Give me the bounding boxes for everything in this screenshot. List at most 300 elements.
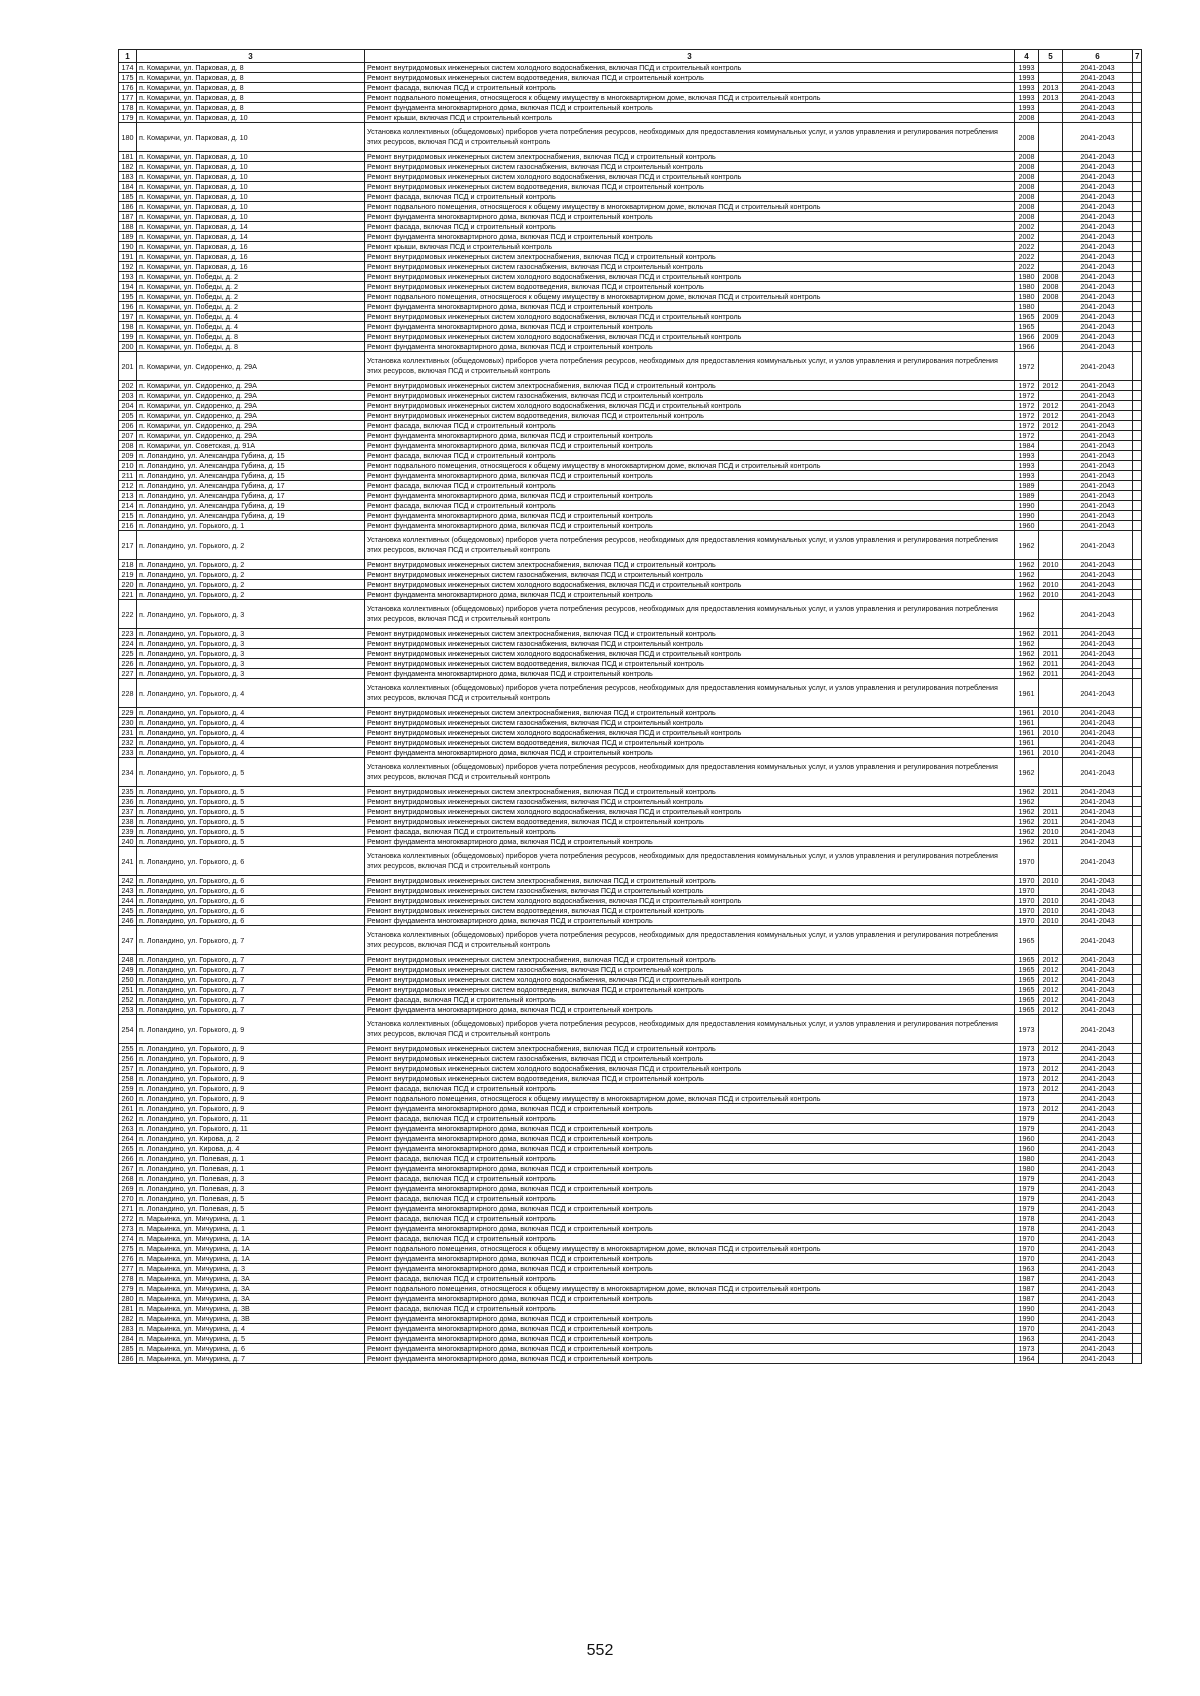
planned-period-cell: 2041-2043 [1063, 1144, 1133, 1154]
extra-cell [1133, 1234, 1142, 1244]
extra-cell [1133, 1294, 1142, 1304]
build-year-cell: 1962 [1015, 570, 1039, 580]
table-row [119, 1304, 1142, 1314]
planned-period-cell: 2041-2043 [1063, 312, 1133, 322]
address-cell: п. Комаричи, ул. Победы, д. 2 [137, 272, 365, 282]
work-type-cell: Ремонт фасада, включая ПСД и строительный контроль [365, 1234, 1015, 1244]
build-year-cell: 1972 [1015, 431, 1039, 441]
last-repair-year-cell [1039, 926, 1063, 955]
planned-period-cell: 2041-2043 [1063, 1244, 1133, 1254]
table-row [119, 1344, 1142, 1354]
row-number: 202 [119, 381, 137, 391]
table-row [119, 342, 1142, 352]
address-cell: п. Комаричи, ул. Парковая, д. 8 [137, 93, 365, 103]
extra-cell [1133, 192, 1142, 202]
row-number: 214 [119, 501, 137, 511]
table-row [119, 242, 1142, 252]
extra-cell [1133, 222, 1142, 232]
row-number: 228 [119, 679, 137, 708]
extra-cell [1133, 738, 1142, 748]
extra-cell [1133, 1015, 1142, 1044]
row-number: 236 [119, 797, 137, 807]
planned-period-cell: 2041-2043 [1063, 73, 1133, 83]
address-cell: п. Лопандино, ул. Горького, д. 5 [137, 827, 365, 837]
row-number: 283 [119, 1324, 137, 1334]
row-number: 269 [119, 1184, 137, 1194]
last-repair-year-cell [1039, 302, 1063, 312]
address-cell: п. Лопандино, ул. Горького, д. 5 [137, 807, 365, 817]
table-row [119, 1144, 1142, 1154]
last-repair-year-cell: 2011 [1039, 629, 1063, 639]
build-year-cell: 1962 [1015, 580, 1039, 590]
address-cell: п. Комаричи, ул. Победы, д. 8 [137, 332, 365, 342]
table-row [119, 103, 1142, 113]
planned-period-cell: 2041-2043 [1063, 342, 1133, 352]
table-row [119, 182, 1142, 192]
last-repair-year-cell [1039, 1234, 1063, 1244]
address-cell: п. Лопандино, ул. Горького, д. 9 [137, 1064, 365, 1074]
address-cell: п. Лопандино, ул. Горького, д. 2 [137, 531, 365, 560]
planned-period-cell: 2041-2043 [1063, 580, 1133, 590]
planned-period-cell: 2041-2043 [1063, 242, 1133, 252]
table-row [119, 1234, 1142, 1244]
address-cell: п. Лопандино, ул. Горького, д. 7 [137, 1005, 365, 1015]
table-row [119, 93, 1142, 103]
extra-cell [1133, 182, 1142, 192]
extra-cell [1133, 1104, 1142, 1114]
table-row [119, 531, 1142, 560]
planned-period-cell: 2041-2043 [1063, 679, 1133, 708]
last-repair-year-cell: 2010 [1039, 827, 1063, 837]
table-row [119, 926, 1142, 955]
address-cell: п. Лопандино, ул. Полевая, д. 5 [137, 1194, 365, 1204]
header-col-1: 1 [119, 50, 137, 63]
address-cell: п. Лопандино, ул. Горького, д. 3 [137, 600, 365, 629]
build-year-cell: 2008 [1015, 123, 1039, 152]
planned-period-cell: 2041-2043 [1063, 1224, 1133, 1234]
table-row [119, 708, 1142, 718]
table-row [119, 1184, 1142, 1194]
build-year-cell: 1961 [1015, 748, 1039, 758]
planned-period-cell: 2041-2043 [1063, 1214, 1133, 1224]
row-number: 259 [119, 1084, 137, 1094]
planned-period-cell: 2041-2043 [1063, 896, 1133, 906]
planned-period-cell: 2041-2043 [1063, 421, 1133, 431]
build-year-cell: 2022 [1015, 242, 1039, 252]
extra-cell [1133, 896, 1142, 906]
build-year-cell: 2008 [1015, 152, 1039, 162]
address-cell: п. Лопандино, ул. Горького, д. 7 [137, 926, 365, 955]
row-number: 249 [119, 965, 137, 975]
last-repair-year-cell: 2010 [1039, 560, 1063, 570]
extra-cell [1133, 322, 1142, 332]
extra-cell [1133, 718, 1142, 728]
build-year-cell: 1961 [1015, 728, 1039, 738]
last-repair-year-cell [1039, 352, 1063, 381]
header-col-3: 3 [365, 50, 1015, 63]
row-number: 217 [119, 531, 137, 560]
table-row [119, 1015, 1142, 1044]
table-row [119, 501, 1142, 511]
last-repair-year-cell: 2008 [1039, 292, 1063, 302]
last-repair-year-cell: 2010 [1039, 728, 1063, 738]
row-number: 235 [119, 787, 137, 797]
planned-period-cell: 2041-2043 [1063, 837, 1133, 847]
work-type-cell: Ремонт внутридомовых инженерных систем холодного водоснабжения, включая ПСД и строительный контроль [365, 401, 1015, 411]
build-year-cell: 1989 [1015, 491, 1039, 501]
planned-period-cell: 2041-2043 [1063, 332, 1133, 342]
extra-cell [1133, 202, 1142, 212]
planned-period-cell: 2041-2043 [1063, 1074, 1133, 1084]
table-row [119, 570, 1142, 580]
build-year-cell: 1973 [1015, 1064, 1039, 1074]
last-repair-year-cell [1039, 212, 1063, 222]
planned-period-cell: 2041-2043 [1063, 1334, 1133, 1344]
work-type-cell: Ремонт внутридомовых инженерных систем водоотведения, включая ПСД и строительный контроль [365, 738, 1015, 748]
build-year-cell: 1965 [1015, 312, 1039, 322]
address-cell: п. Комаричи, ул. Парковая, д. 8 [137, 83, 365, 93]
work-type-cell: Ремонт внутридомовых инженерных систем холодного водоснабжения, включая ПСД и строительный контроль [365, 728, 1015, 738]
planned-period-cell: 2041-2043 [1063, 1134, 1133, 1144]
work-type-cell: Ремонт подвального помещения, относящегося к общему имуществу в многоквартирном доме, включая ПСД и строительный контроль [365, 202, 1015, 212]
last-repair-year-cell [1039, 1094, 1063, 1104]
extra-cell [1133, 827, 1142, 837]
table-row [119, 441, 1142, 451]
row-number: 227 [119, 669, 137, 679]
work-type-cell: Ремонт внутридомовых инженерных систем водоотведения, включая ПСД и строительный контроль [365, 73, 1015, 83]
last-repair-year-cell [1039, 152, 1063, 162]
work-type-cell: Установка коллективных (общедомовых) приборов учета потребления ресурсов, необходимых для предоставления коммунальных услуг, и узлов управления и регулирования потребления этих ресурсов, включая ПСД и строительный контроль [365, 123, 1015, 152]
last-repair-year-cell: 2012 [1039, 1074, 1063, 1084]
extra-cell [1133, 123, 1142, 152]
address-cell: п. Лопандино, ул. Александра Губина, д. 17 [137, 491, 365, 501]
build-year-cell: 1979 [1015, 1174, 1039, 1184]
planned-period-cell: 2041-2043 [1063, 600, 1133, 629]
table-row [119, 1334, 1142, 1344]
address-cell: п. Комаричи, ул. Парковая, д. 10 [137, 182, 365, 192]
work-type-cell: Ремонт крыши, включая ПСД и строительный контроль [365, 242, 1015, 252]
build-year-cell: 1970 [1015, 1234, 1039, 1244]
work-type-cell: Ремонт фундамента многоквартирного дома, включая ПСД и строительный контроль [365, 1314, 1015, 1324]
last-repair-year-cell [1039, 202, 1063, 212]
planned-period-cell: 2041-2043 [1063, 411, 1133, 421]
build-year-cell: 2008 [1015, 192, 1039, 202]
last-repair-year-cell [1039, 1344, 1063, 1354]
planned-period-cell: 2041-2043 [1063, 1104, 1133, 1114]
extra-cell [1133, 232, 1142, 242]
last-repair-year-cell: 2011 [1039, 817, 1063, 827]
last-repair-year-cell: 2011 [1039, 787, 1063, 797]
table-row [119, 787, 1142, 797]
row-number: 260 [119, 1094, 137, 1104]
extra-cell [1133, 985, 1142, 995]
work-type-cell: Ремонт внутридомовых инженерных систем холодного водоснабжения, включая ПСД и строительный контроль [365, 649, 1015, 659]
work-type-cell: Ремонт внутридомовых инженерных систем водоотведения, включая ПСД и строительный контроль [365, 985, 1015, 995]
address-cell: п. Марьинка, ул. Мичурина, д. 1 [137, 1214, 365, 1224]
extra-cell [1133, 1304, 1142, 1314]
last-repair-year-cell [1039, 431, 1063, 441]
address-cell: п. Комаричи, ул. Парковая, д. 10 [137, 202, 365, 212]
table-row [119, 192, 1142, 202]
extra-cell [1133, 1344, 1142, 1354]
extra-cell [1133, 332, 1142, 342]
table-row [119, 639, 1142, 649]
build-year-cell: 1966 [1015, 332, 1039, 342]
last-repair-year-cell [1039, 63, 1063, 73]
table-row [119, 1134, 1142, 1144]
extra-cell [1133, 659, 1142, 669]
build-year-cell: 1970 [1015, 1244, 1039, 1254]
address-cell: п. Лопандино, ул. Горького, д. 6 [137, 896, 365, 906]
extra-cell [1133, 93, 1142, 103]
work-type-cell: Ремонт фундамента многоквартирного дома, включая ПСД и строительный контроль [365, 471, 1015, 481]
address-cell: п. Лопандино, ул. Горького, д. 2 [137, 560, 365, 570]
planned-period-cell: 2041-2043 [1063, 1184, 1133, 1194]
extra-cell [1133, 807, 1142, 817]
last-repair-year-cell [1039, 511, 1063, 521]
extra-cell [1133, 342, 1142, 352]
work-type-cell: Ремонт фасада, включая ПСД и строительный контроль [365, 192, 1015, 202]
extra-cell [1133, 995, 1142, 1005]
last-repair-year-cell [1039, 758, 1063, 787]
row-number: 244 [119, 896, 137, 906]
build-year-cell: 1973 [1015, 1044, 1039, 1054]
extra-cell [1133, 471, 1142, 481]
work-type-cell: Ремонт внутридомовых инженерных систем холодного водоснабжения, включая ПСД и строительный контроль [365, 332, 1015, 342]
build-year-cell: 1961 [1015, 738, 1039, 748]
planned-period-cell: 2041-2043 [1063, 152, 1133, 162]
build-year-cell: 1961 [1015, 718, 1039, 728]
work-type-cell: Ремонт внутридомовых инженерных систем газоснабжения, включая ПСД и строительный контроль [365, 570, 1015, 580]
table-row [119, 1174, 1142, 1184]
work-type-cell: Ремонт фасада, включая ПСД и строительный контроль [365, 83, 1015, 93]
extra-cell [1133, 1334, 1142, 1344]
table-row [119, 1114, 1142, 1124]
address-cell: п. Марьинка, ул. Мичурина, д. 1А [137, 1234, 365, 1244]
build-year-cell: 1987 [1015, 1284, 1039, 1294]
table-row [119, 401, 1142, 411]
table-row [119, 1314, 1142, 1324]
extra-cell [1133, 282, 1142, 292]
table-row [119, 995, 1142, 1005]
planned-period-cell: 2041-2043 [1063, 629, 1133, 639]
extra-cell [1133, 1274, 1142, 1284]
work-type-cell: Ремонт фасада, включая ПСД и строительный контроль [365, 222, 1015, 232]
work-type-cell: Ремонт подвального помещения, относящегося к общему имуществу в многоквартирном доме, включая ПСД и строительный контроль [365, 1284, 1015, 1294]
work-type-cell: Ремонт фундамента многоквартирного дома, включая ПСД и строительный контроль [365, 1144, 1015, 1154]
row-number: 216 [119, 521, 137, 531]
planned-period-cell: 2041-2043 [1063, 1194, 1133, 1204]
work-type-cell: Ремонт фундамента многоквартирного дома, включая ПСД и строительный контроль [365, 1324, 1015, 1334]
extra-cell [1133, 1044, 1142, 1054]
extra-cell [1133, 242, 1142, 252]
build-year-cell: 1962 [1015, 758, 1039, 787]
planned-period-cell: 2041-2043 [1063, 886, 1133, 896]
address-cell: п. Лопандино, ул. Горького, д. 3 [137, 669, 365, 679]
extra-cell [1133, 63, 1142, 73]
work-type-cell: Ремонт внутридомовых инженерных систем электроснабжения, включая ПСД и строительный контроль [365, 381, 1015, 391]
last-repair-year-cell: 2009 [1039, 312, 1063, 322]
row-number: 226 [119, 659, 137, 669]
table-row [119, 955, 1142, 965]
row-number: 255 [119, 1044, 137, 1054]
work-type-cell: Ремонт фасада, включая ПСД и строительный контроль [365, 1274, 1015, 1284]
row-number: 267 [119, 1164, 137, 1174]
build-year-cell: 2022 [1015, 252, 1039, 262]
address-cell: п. Комаричи, ул. Победы, д. 2 [137, 282, 365, 292]
work-type-cell: Ремонт внутридомовых инженерных систем электроснабжения, включая ПСД и строительный контроль [365, 560, 1015, 570]
extra-cell [1133, 669, 1142, 679]
build-year-cell: 1978 [1015, 1214, 1039, 1224]
work-type-cell: Ремонт фундамента многоквартирного дома, включая ПСД и строительный контроль [365, 1344, 1015, 1354]
address-cell: п. Лопандино, ул. Александра Губина, д. 15 [137, 451, 365, 461]
last-repair-year-cell [1039, 1244, 1063, 1254]
address-cell: п. Комаричи, ул. Парковая, д. 8 [137, 73, 365, 83]
planned-period-cell: 2041-2043 [1063, 1054, 1133, 1064]
planned-period-cell: 2041-2043 [1063, 531, 1133, 560]
build-year-cell: 1962 [1015, 560, 1039, 570]
planned-period-cell: 2041-2043 [1063, 83, 1133, 93]
build-year-cell: 1979 [1015, 1124, 1039, 1134]
build-year-cell: 1970 [1015, 1254, 1039, 1264]
work-type-cell: Ремонт внутридомовых инженерных систем электроснабжения, включая ПСД и строительный контроль [365, 252, 1015, 262]
build-year-cell: 2008 [1015, 202, 1039, 212]
address-cell: п. Комаричи, ул. Парковая, д. 10 [137, 123, 365, 152]
address-cell: п. Комаричи, ул. Парковая, д. 14 [137, 232, 365, 242]
planned-period-cell: 2041-2043 [1063, 649, 1133, 659]
table-row [119, 302, 1142, 312]
row-number: 208 [119, 441, 137, 451]
extra-cell [1133, 411, 1142, 421]
address-cell: п. Лопандино, ул. Горького, д. 3 [137, 649, 365, 659]
table-row [119, 1204, 1142, 1214]
planned-period-cell: 2041-2043 [1063, 1044, 1133, 1054]
address-cell: п. Лопандино, ул. Полевая, д. 5 [137, 1204, 365, 1214]
table-row [119, 629, 1142, 639]
planned-period-cell: 2041-2043 [1063, 252, 1133, 262]
table-row [119, 1264, 1142, 1274]
extra-cell [1133, 975, 1142, 985]
table-row [119, 748, 1142, 758]
address-cell: п. Лопандино, ул. Горького, д. 4 [137, 728, 365, 738]
build-year-cell: 1987 [1015, 1294, 1039, 1304]
extra-cell [1133, 1074, 1142, 1084]
extra-cell [1133, 965, 1142, 975]
build-year-cell: 1973 [1015, 1015, 1039, 1044]
work-type-cell: Ремонт фундамента многоквартирного дома, включая ПСД и строительный контроль [365, 521, 1015, 531]
extra-cell [1133, 431, 1142, 441]
work-type-cell: Ремонт фундамента многоквартирного дома, включая ПСД и строительный контроль [365, 232, 1015, 242]
work-type-cell: Ремонт фундамента многоквартирного дома, включая ПСД и строительный контроль [365, 511, 1015, 521]
table-row [119, 580, 1142, 590]
extra-cell [1133, 708, 1142, 718]
table-row [119, 896, 1142, 906]
row-number: 195 [119, 292, 137, 302]
table-row [119, 738, 1142, 748]
extra-cell [1133, 600, 1142, 629]
last-repair-year-cell [1039, 113, 1063, 123]
row-number: 186 [119, 202, 137, 212]
last-repair-year-cell: 2013 [1039, 93, 1063, 103]
address-cell: п. Марьинка, ул. Мичурина, д. 6 [137, 1344, 365, 1354]
table-row [119, 511, 1142, 521]
work-type-cell: Ремонт внутридомовых инженерных систем газоснабжения, включая ПСД и строительный контроль [365, 391, 1015, 401]
row-number: 224 [119, 639, 137, 649]
work-type-cell: Ремонт фундамента многоквартирного дома, включая ПСД и строительный контроль [365, 1294, 1015, 1304]
extra-cell [1133, 590, 1142, 600]
planned-period-cell: 2041-2043 [1063, 876, 1133, 886]
extra-cell [1133, 1244, 1142, 1254]
last-repair-year-cell: 2010 [1039, 906, 1063, 916]
extra-cell [1133, 817, 1142, 827]
planned-period-cell: 2041-2043 [1063, 1274, 1133, 1284]
table-row [119, 649, 1142, 659]
last-repair-year-cell [1039, 501, 1063, 511]
extra-cell [1133, 441, 1142, 451]
row-number: 241 [119, 847, 137, 876]
extra-cell [1133, 916, 1142, 926]
last-repair-year-cell: 2012 [1039, 411, 1063, 421]
row-number: 198 [119, 322, 137, 332]
build-year-cell: 1978 [1015, 1224, 1039, 1234]
work-type-cell: Ремонт фундамента многоквартирного дома, включая ПСД и строительный контроль [365, 1354, 1015, 1364]
build-year-cell: 1962 [1015, 797, 1039, 807]
planned-period-cell: 2041-2043 [1063, 659, 1133, 669]
document-page [118, 49, 1141, 1364]
last-repair-year-cell [1039, 639, 1063, 649]
address-cell: п. Комаричи, ул. Победы, д. 4 [137, 322, 365, 332]
row-number: 239 [119, 827, 137, 837]
last-repair-year-cell [1039, 242, 1063, 252]
address-cell: п. Лопандино, ул. Горького, д. 11 [137, 1114, 365, 1124]
row-number: 185 [119, 192, 137, 202]
table-row [119, 352, 1142, 381]
build-year-cell: 1960 [1015, 521, 1039, 531]
table-row [119, 381, 1142, 391]
work-type-cell: Ремонт внутридомовых инженерных систем водоотведения, включая ПСД и строительный контроль [365, 411, 1015, 421]
row-number: 190 [119, 242, 137, 252]
build-year-cell: 1970 [1015, 896, 1039, 906]
extra-cell [1133, 728, 1142, 738]
extra-cell [1133, 787, 1142, 797]
address-cell: п. Комаричи, ул. Сидоренко, д. 29А [137, 411, 365, 421]
row-number: 183 [119, 172, 137, 182]
table-row [119, 1124, 1142, 1134]
address-cell: п. Комаричи, ул. Парковая, д. 10 [137, 152, 365, 162]
build-year-cell: 1962 [1015, 531, 1039, 560]
row-number: 272 [119, 1214, 137, 1224]
planned-period-cell: 2041-2043 [1063, 758, 1133, 787]
build-year-cell: 1961 [1015, 708, 1039, 718]
extra-cell [1133, 1174, 1142, 1184]
planned-period-cell: 2041-2043 [1063, 222, 1133, 232]
row-number: 206 [119, 421, 137, 431]
table-row [119, 560, 1142, 570]
build-year-cell: 1987 [1015, 1274, 1039, 1284]
planned-period-cell: 2041-2043 [1063, 738, 1133, 748]
capital-repair-table [118, 49, 1142, 1364]
table-row [119, 876, 1142, 886]
work-type-cell: Ремонт фундамента многоквартирного дома, включая ПСД и строительный контроль [365, 431, 1015, 441]
planned-period-cell: 2041-2043 [1063, 906, 1133, 916]
address-cell: п. Лопандино, ул. Горького, д. 7 [137, 995, 365, 1005]
last-repair-year-cell: 2012 [1039, 975, 1063, 985]
address-cell: п. Комаричи, ул. Парковая, д. 10 [137, 113, 365, 123]
work-type-cell: Ремонт внутридомовых инженерных систем холодного водоснабжения, включая ПСД и строительный контроль [365, 172, 1015, 182]
table-body [119, 63, 1142, 1364]
address-cell: п. Лопандино, ул. Александра Губина, д. 15 [137, 471, 365, 481]
last-repair-year-cell [1039, 600, 1063, 629]
